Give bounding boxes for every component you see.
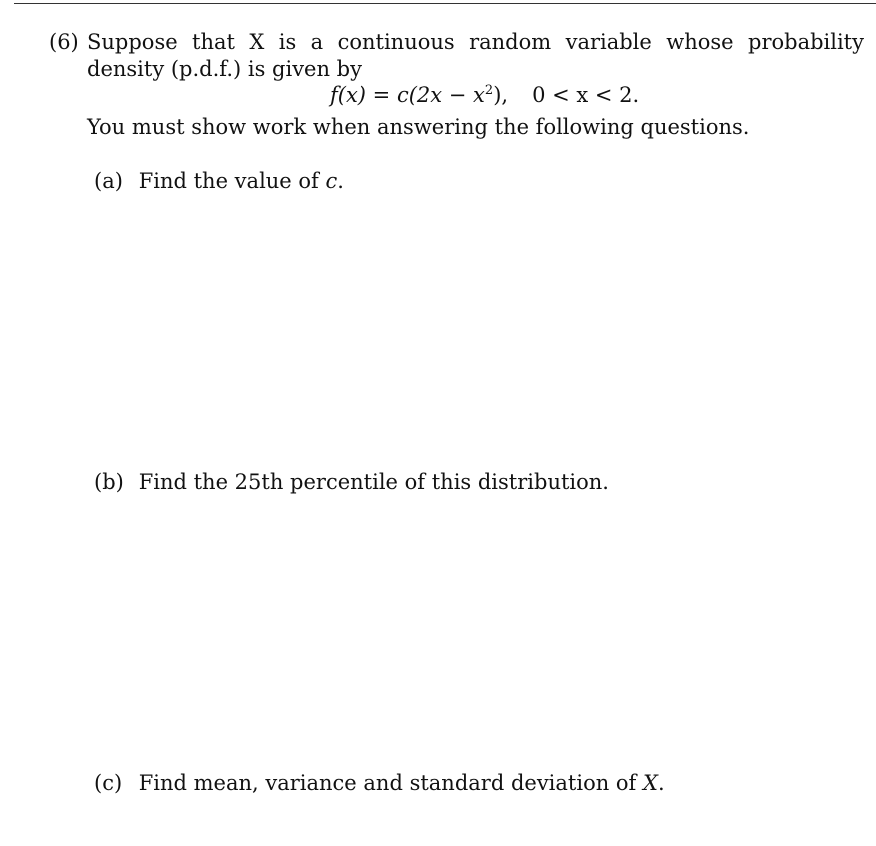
part-c: [94, 770, 665, 797]
top-rule: [14, 3, 876, 4]
part-a-period: .: [337, 169, 344, 193]
formula-exponent: 2: [484, 83, 494, 98]
part-b-label: (b): [94, 470, 124, 494]
part-a: [94, 168, 344, 195]
problem-statement: [49, 29, 864, 83]
problem-number: (6): [49, 30, 79, 54]
part-c-period: .: [657, 771, 665, 795]
part-b-text: Find the 25th percentile of this distribution.: [138, 470, 609, 494]
part-c-label: (c): [94, 771, 123, 795]
problem-intro: Suppose that X is a continuous random variable whose probability density (p.d.f.) is given by: [87, 30, 864, 81]
part-b: [94, 469, 609, 496]
part-c-text: Find mean, variance and standard deviation of: [138, 771, 637, 795]
pdf-formula: [330, 82, 639, 109]
instruction-text: You must show work when answering the following questions.: [87, 115, 750, 139]
formula-rhs: ),: [493, 83, 509, 107]
part-a-text: Find the value of: [138, 169, 319, 193]
formula-domain: 0 < x < 2.: [532, 83, 640, 107]
part-c-variable: X: [643, 771, 658, 795]
formula-lhs: f(x) = c(2x − x: [330, 83, 485, 107]
part-a-label: (a): [94, 169, 123, 193]
part-a-variable: c: [325, 169, 338, 193]
